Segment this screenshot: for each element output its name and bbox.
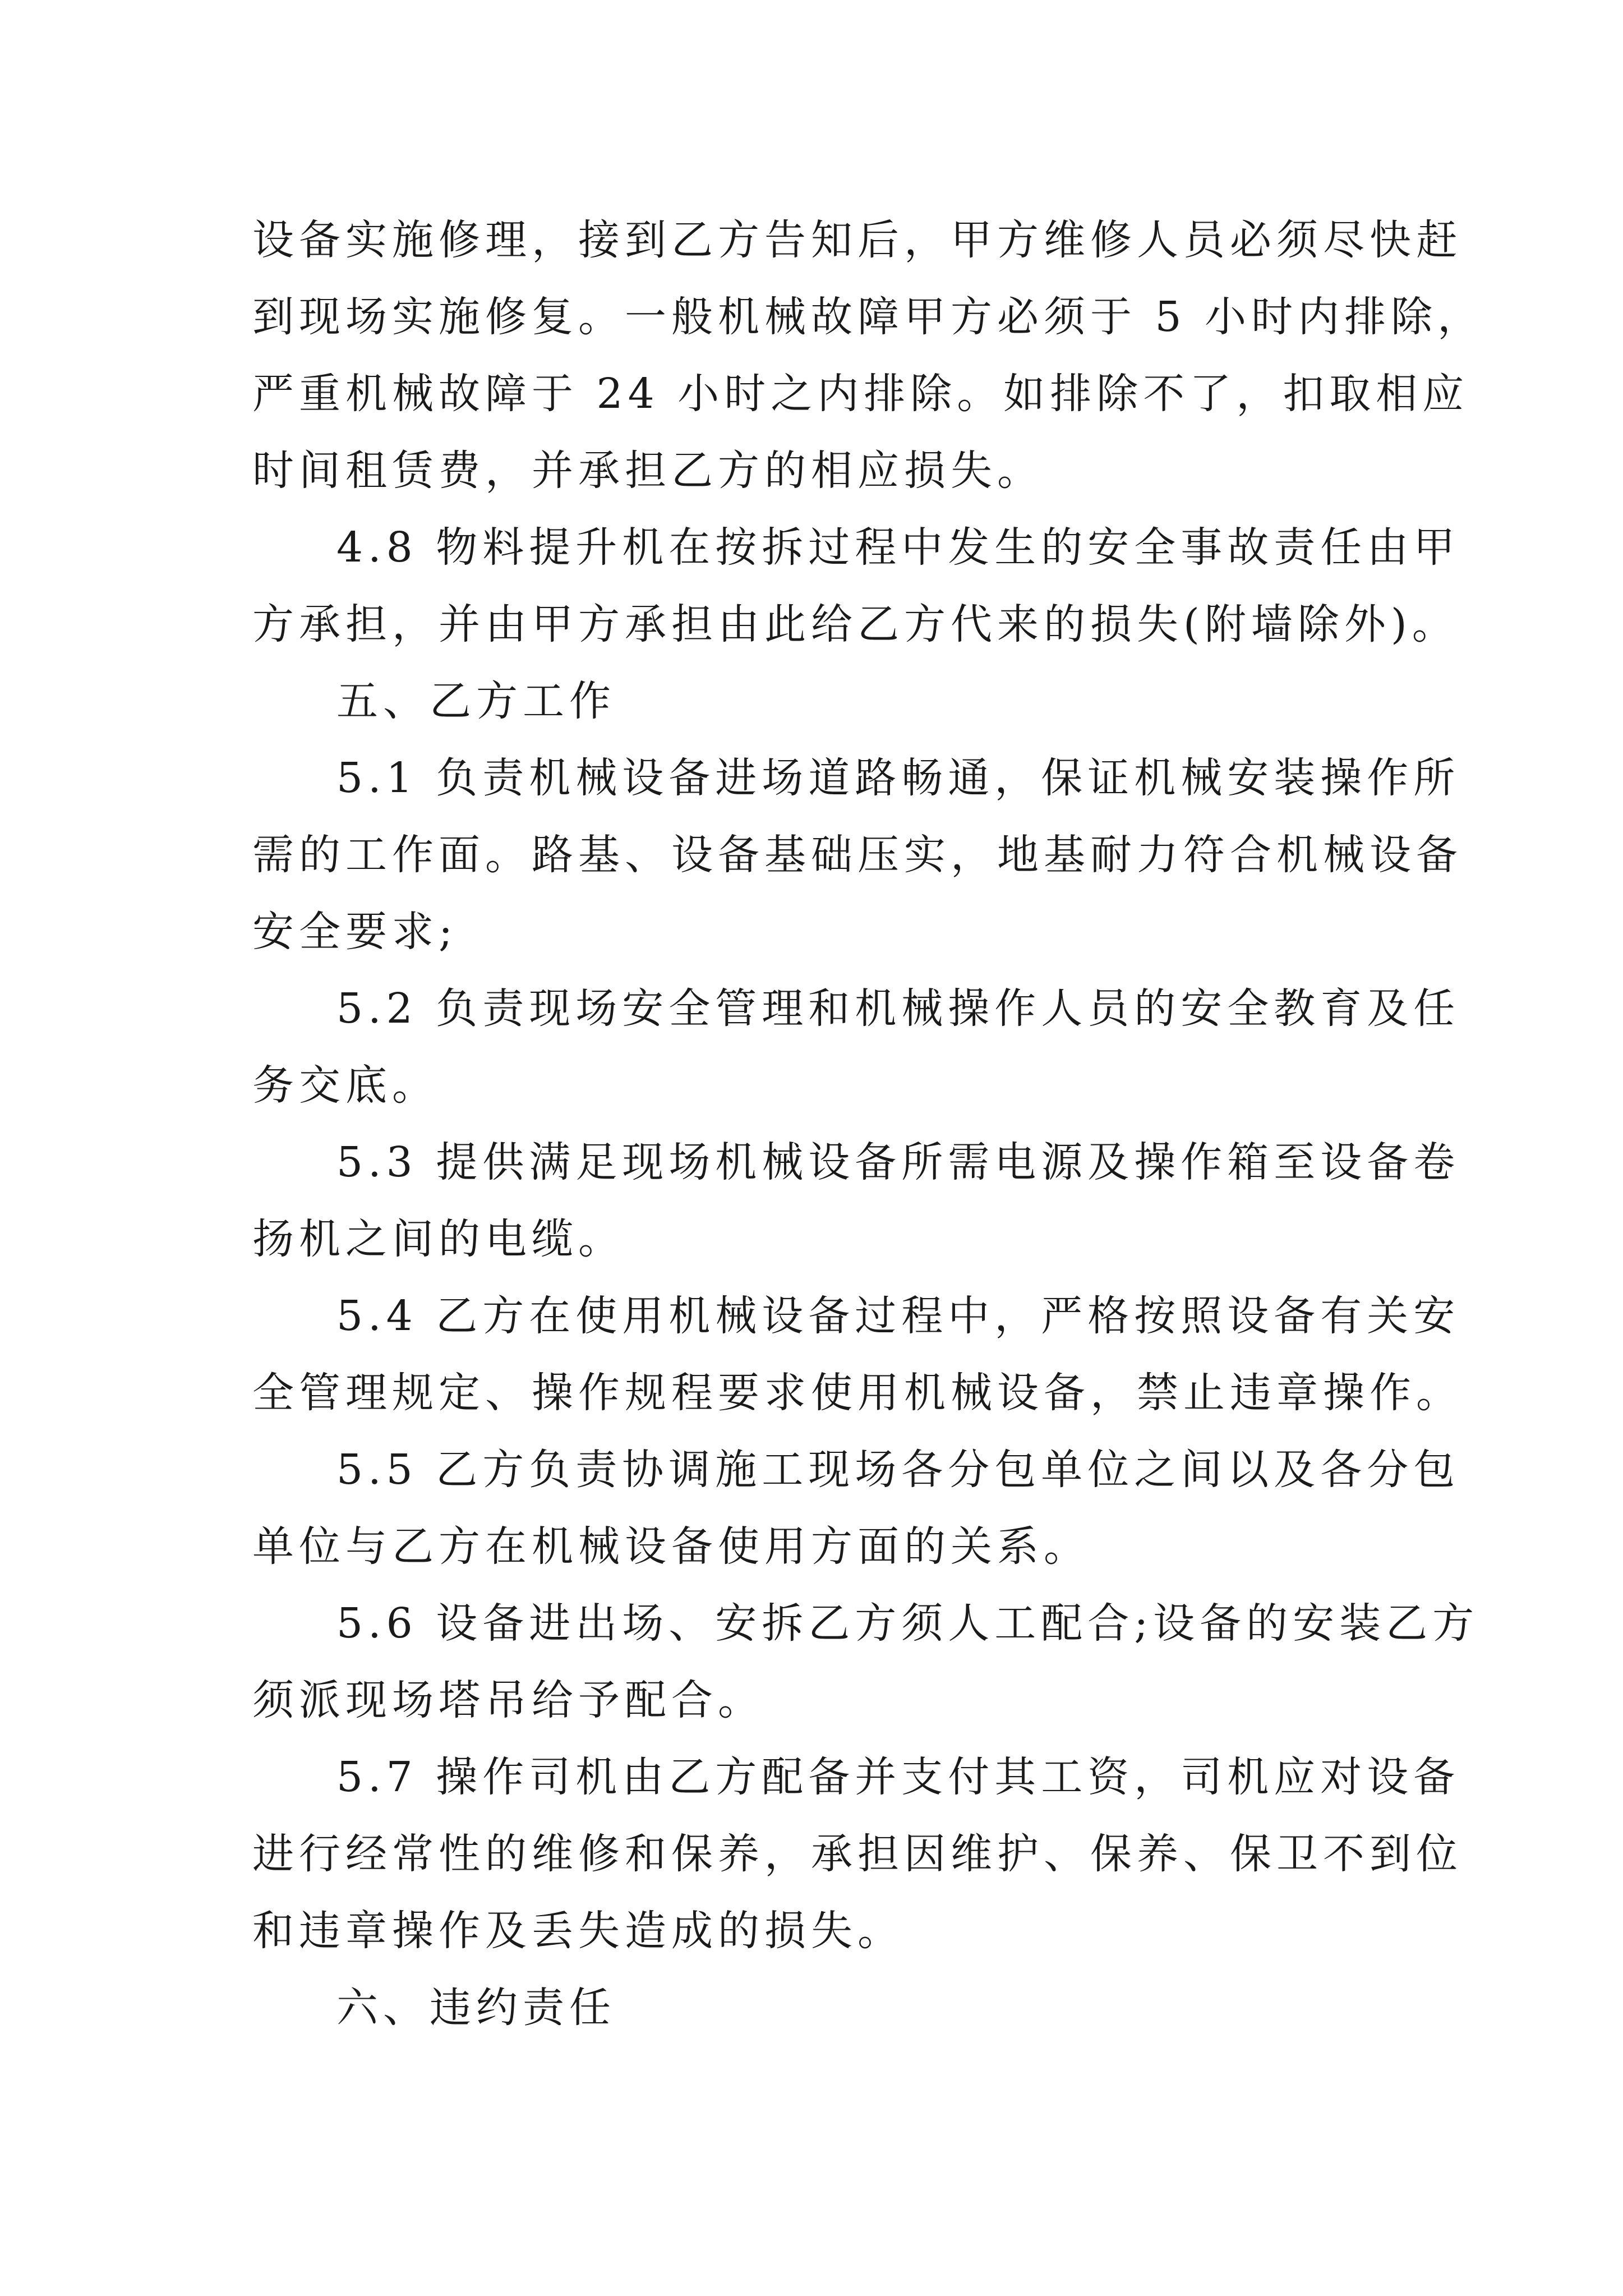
paragraph-start-line: 5.4 乙方在使用机械设备过程中，严格按照设备有关安 — [336, 1292, 1460, 1340]
text-line: 设备实施修理，接到乙方告知后，甲方维修人员必须尽快赶 — [252, 216, 1463, 264]
text-line: 扬机之间的电缆。 — [252, 1215, 625, 1263]
paragraph-start-line: 5.1 负责机械设备进场道路畅通，保证机械安装操作所 — [336, 754, 1460, 802]
section-heading: 六、违约责任 — [336, 1984, 616, 2032]
paragraph-start-line: 4.8 物料提升机在按拆过程中发生的安全事故责任由甲 — [336, 523, 1460, 572]
paragraph-start-line: 5.7 操作司机由乙方配备并支付其工资，司机应对设备 — [336, 1753, 1460, 1801]
text-line: 严重机械故障于 24 小时之内排除。如排除不了，扣取相应 — [252, 370, 1469, 418]
text-line: 安全要求; — [252, 908, 458, 956]
text-line: 方承担，并由甲方承担由此给乙方代来的损失(附墙除外)。 — [252, 600, 1459, 648]
text-line: 时间租赁费，并承担乙方的相应损失。 — [252, 447, 1044, 495]
text-line: 进行经常性的维修和保养，承担因维护、保养、保卫不到位 — [252, 1830, 1463, 1878]
text-line: 须派现场塔吊给予配合。 — [252, 1676, 764, 1724]
document-body — [252, 202, 1484, 2046]
text-line: 全管理规定、操作规程要求使用机械设备，禁止违章操作。 — [252, 1369, 1463, 1417]
section-heading: 五、乙方工作 — [336, 677, 616, 725]
text-line: 和违章操作及丢失造成的损失。 — [252, 1907, 904, 1955]
paragraph-start-line: 5.2 负责现场安全管理和机械操作人员的安全教育及任 — [336, 984, 1460, 1033]
paragraph-start-line: 5.5 乙方负责协调施工现场各分包单位之间以及各分包 — [336, 1446, 1460, 1494]
text-line: 需的工作面。路基、设备基础压实，地基耐力符合机械设备 — [252, 831, 1463, 879]
paragraph-start-line: 5.6 设备进出场、安拆乙方须人工配合;设备的安装乙方 — [336, 1599, 1479, 1648]
text-line: 务交底。 — [252, 1061, 439, 1110]
paragraph-start-line: 5.3 提供满足现场机械设备所需电源及操作箱至设备卷 — [336, 1138, 1460, 1186]
text-line: 单位与乙方在机械设备使用方面的关系。 — [252, 1522, 1090, 1571]
text-line: 到现场实施修复。一般机械故障甲方必须于 5 小时内排除， — [252, 293, 1484, 341]
